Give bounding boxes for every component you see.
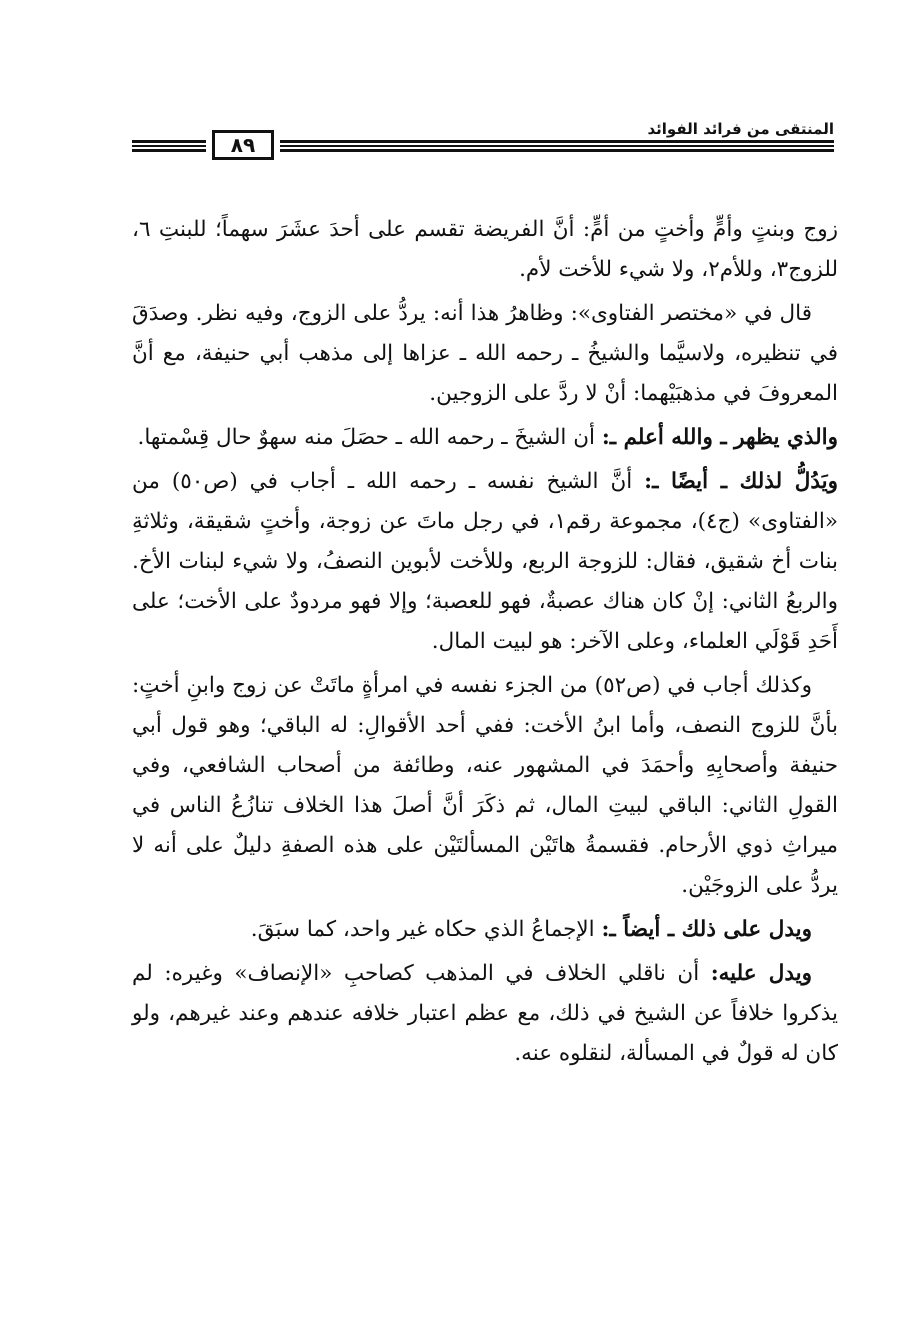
header-rule-right	[280, 140, 834, 152]
paragraph-lead: والذي يظهر ـ والله أعلم ـ:	[601, 425, 838, 450]
page-header	[132, 118, 834, 162]
header-rule-left	[132, 140, 206, 152]
page-number: ٨٩	[212, 130, 274, 160]
paragraph-text: وكذلك أجاب في (ص٥٢) من الجزء نفسه في امرأةٍ ماتَتْ عن زوج وابنِ أختٍ: بأنَّ للزوج النصف، وأما ابنُ الأخت: ففي أحد الأقوالِ: له الباقي؛ وهو قول أبي حنيفة وأصحابِهِ وأحمَدَ في المشهور عنه، وطائفة من أصحاب الشافعي، وفي القولِ الثاني: الباقي لبيتِ المال، ثم ذكَرَ أنَّ أصلَ هذا الخلاف تنازُعُ الناس في ميراثِ ذوي الأرحام. فقسمةُ هاتَيْن المسألتَيْن على هذه الصفةِ دليلٌ على أنه لا يردُّ على الزوجَيْن.	[132, 673, 838, 898]
paragraph-text: الإجماعُ الذي حكاه غير واحد، كما سبَقَ.	[250, 917, 602, 942]
paragraph-4	[132, 462, 838, 662]
page-body	[132, 210, 838, 1078]
paragraph-2	[132, 294, 838, 414]
paragraph-text: زوج وبنتٍ وأمٍّ وأختٍ من أمٍّ: أنَّ الفريضة تقسم على أحدَ عشَرَ سهماً؛ للبنتِ ٦، للزوج٣، وللأم٢، ولا شيء للأخت لأم.	[132, 217, 838, 282]
paragraph-6	[132, 910, 838, 950]
paragraph-5	[132, 666, 838, 906]
paragraph-text: أنَّ الشيخ نفسه ـ رحمه الله ـ أجاب في (ص٥٠) من «الفتاوى» (ج٤)، مجموعة رقم١، في رجل ماتَ عن زوجة، وأختٍ شقيقة، وثلاثةِ بنات أخ شقيق، فقال: للزوجة الربع، وللأخت لأبوين النصفُ، ولا شيء لبنات الأخ. والربعُ الثاني: إنْ كان هناك عصبةٌ، فهو للعصبة؛ وإلا فهو مردودٌ على الأخت؛ على أَحَدِ قَوْلَي العلماء، وعلى الآخر: هو لبيت المال.	[132, 469, 838, 654]
paragraph-text: أن الشيخَ ـ رحمه الله ـ حصَلَ منه سهوٌ حال قِسْمتها.	[137, 425, 602, 450]
paragraph-1	[132, 210, 838, 290]
running-title: المنتقى من فرائد الفوائد	[647, 120, 834, 138]
paragraph-lead: ويدل عليه:	[710, 961, 813, 986]
paragraph-text: قال في «مختصر الفتاوى»: وظاهرُ هذا أنه: يردُّ على الزوج، وفيه نظر. وصدَقَ في تنظيره، ولاسيَّما والشيخُ ـ رحمه الله ـ عزاها إلى مذهب أبي حنيفة، مع أنَّ المعروفَ في مذهبَيْهما: أنْ لا ردَّ على الزوجين.	[132, 301, 838, 406]
paragraph-lead: ويدل على ذلك ـ أيضاً ـ:	[601, 917, 812, 942]
paragraph-3	[132, 418, 838, 458]
paragraph-text: أن ناقلي الخلاف في المذهب كصاحبِ «الإنصاف» وغيره: لم يذكروا خلافاً عن الشيخ في ذلك، مع عظم اعتبار خلافه عندهم وعند غيرهم، ولو كان له قولٌ في المسألة، لنقلوه عنه.	[132, 961, 838, 1066]
paragraph-7	[132, 954, 838, 1074]
paragraph-lead: ويَدُلُّ لذلك ـ أيضًا ـ:	[644, 469, 838, 494]
